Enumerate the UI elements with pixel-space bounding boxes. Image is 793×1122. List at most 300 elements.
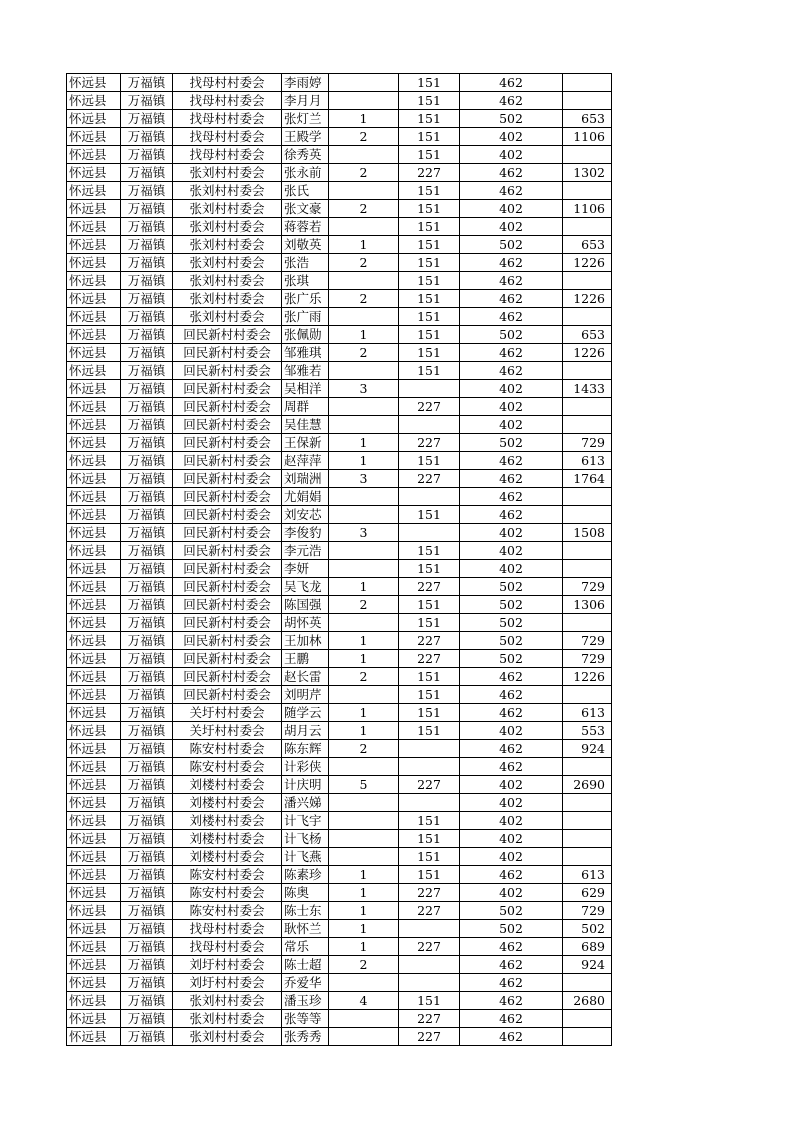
name-cell: 张永前 <box>282 164 329 182</box>
table-row <box>67 992 612 1010</box>
village-committee-cell: 回民新村村委会 <box>173 434 282 452</box>
total-cell <box>563 758 612 776</box>
town-cell: 万福镇 <box>121 218 173 236</box>
value-a-cell <box>399 758 460 776</box>
table-row <box>67 704 612 722</box>
village-committee-cell: 回民新村村委会 <box>173 452 282 470</box>
village-committee-cell: 张刘村村委会 <box>173 218 282 236</box>
count-cell: 2 <box>329 254 399 272</box>
town-cell: 万福镇 <box>121 830 173 848</box>
value-b-cell: 502 <box>460 326 563 344</box>
name-cell: 刘明芹 <box>282 686 329 704</box>
value-b-cell: 462 <box>460 866 563 884</box>
table-row <box>67 182 612 200</box>
village-committee-cell: 回民新村村委会 <box>173 524 282 542</box>
town-cell: 万福镇 <box>121 560 173 578</box>
count-cell: 2 <box>329 164 399 182</box>
village-committee-cell: 陈安村村委会 <box>173 740 282 758</box>
total-cell: 1106 <box>563 128 612 146</box>
village-committee-cell: 回民新村村委会 <box>173 596 282 614</box>
value-b-cell: 462 <box>460 182 563 200</box>
name-cell: 计飞燕 <box>282 848 329 866</box>
village-committee-cell: 关圩村村委会 <box>173 722 282 740</box>
village-committee-cell: 回民新村村委会 <box>173 686 282 704</box>
table-row <box>67 884 612 902</box>
town-cell: 万福镇 <box>121 542 173 560</box>
name-cell: 陈素珍 <box>282 866 329 884</box>
total-cell <box>563 848 612 866</box>
village-committee-cell: 回民新村村委会 <box>173 380 282 398</box>
value-b-cell: 462 <box>460 974 563 992</box>
value-a-cell <box>399 416 460 434</box>
county-cell: 怀远县 <box>67 272 121 290</box>
village-committee-cell: 回民新村村委会 <box>173 668 282 686</box>
count-cell <box>329 686 399 704</box>
count-cell: 2 <box>329 200 399 218</box>
village-committee-cell: 找母村村委会 <box>173 74 282 92</box>
value-b-cell: 402 <box>460 542 563 560</box>
value-a-cell <box>399 524 460 542</box>
village-committee-cell: 刘圩村村委会 <box>173 974 282 992</box>
count-cell: 1 <box>329 704 399 722</box>
total-cell: 729 <box>563 650 612 668</box>
count-cell <box>329 362 399 380</box>
town-cell: 万福镇 <box>121 74 173 92</box>
table-row <box>67 542 612 560</box>
town-cell: 万福镇 <box>121 398 173 416</box>
village-committee-cell: 张刘村村委会 <box>173 308 282 326</box>
town-cell: 万福镇 <box>121 578 173 596</box>
total-cell <box>563 794 612 812</box>
value-b-cell: 402 <box>460 200 563 218</box>
total-cell: 653 <box>563 326 612 344</box>
name-cell: 计飞杨 <box>282 830 329 848</box>
county-cell: 怀远县 <box>67 326 121 344</box>
county-cell: 怀远县 <box>67 560 121 578</box>
value-a-cell: 227 <box>399 776 460 794</box>
name-cell: 胡怀英 <box>282 614 329 632</box>
total-cell: 729 <box>563 632 612 650</box>
village-committee-cell: 关圩村村委会 <box>173 704 282 722</box>
count-cell <box>329 74 399 92</box>
table-row <box>67 524 612 542</box>
count-cell <box>329 830 399 848</box>
table-row <box>67 830 612 848</box>
name-cell: 张广雨 <box>282 308 329 326</box>
value-b-cell: 462 <box>460 272 563 290</box>
name-cell: 张秀秀 <box>282 1028 329 1046</box>
total-cell: 689 <box>563 938 612 956</box>
town-cell: 万福镇 <box>121 1010 173 1028</box>
count-cell <box>329 1010 399 1028</box>
count-cell: 1 <box>329 650 399 668</box>
name-cell: 陈士东 <box>282 902 329 920</box>
count-cell <box>329 542 399 560</box>
table-row <box>67 290 612 308</box>
village-committee-cell: 张刘村村委会 <box>173 236 282 254</box>
name-cell: 张佩勋 <box>282 326 329 344</box>
value-b-cell: 462 <box>460 1028 563 1046</box>
count-cell: 2 <box>329 344 399 362</box>
value-b-cell: 402 <box>460 560 563 578</box>
town-cell: 万福镇 <box>121 164 173 182</box>
village-committee-cell: 回民新村村委会 <box>173 488 282 506</box>
county-cell: 怀远县 <box>67 758 121 776</box>
village-committee-cell: 张刘村村委会 <box>173 164 282 182</box>
total-cell <box>563 218 612 236</box>
total-cell <box>563 614 612 632</box>
county-cell: 怀远县 <box>67 344 121 362</box>
town-cell: 万福镇 <box>121 128 173 146</box>
town-cell: 万福镇 <box>121 524 173 542</box>
total-cell <box>563 506 612 524</box>
value-a-cell: 151 <box>399 272 460 290</box>
table-row <box>67 254 612 272</box>
table-row <box>67 740 612 758</box>
value-a-cell: 227 <box>399 164 460 182</box>
table-row <box>67 650 612 668</box>
county-cell: 怀远县 <box>67 776 121 794</box>
town-cell: 万福镇 <box>121 506 173 524</box>
town-cell: 万福镇 <box>121 416 173 434</box>
table-row <box>67 128 612 146</box>
name-cell: 赵萍萍 <box>282 452 329 470</box>
count-cell: 5 <box>329 776 399 794</box>
value-b-cell: 462 <box>460 290 563 308</box>
value-b-cell: 462 <box>460 668 563 686</box>
value-b-cell: 462 <box>460 956 563 974</box>
town-cell: 万福镇 <box>121 866 173 884</box>
county-cell: 怀远县 <box>67 362 121 380</box>
village-committee-cell: 张刘村村委会 <box>173 290 282 308</box>
village-committee-cell: 回民新村村委会 <box>173 578 282 596</box>
count-cell: 2 <box>329 668 399 686</box>
town-cell: 万福镇 <box>121 290 173 308</box>
county-cell: 怀远县 <box>67 506 121 524</box>
count-cell: 2 <box>329 740 399 758</box>
town-cell: 万福镇 <box>121 146 173 164</box>
county-cell: 怀远县 <box>67 74 121 92</box>
total-cell: 729 <box>563 434 612 452</box>
count-cell <box>329 794 399 812</box>
village-committee-cell: 刘楼村村委会 <box>173 776 282 794</box>
table-row <box>67 938 612 956</box>
county-cell: 怀远县 <box>67 578 121 596</box>
count-cell: 1 <box>329 452 399 470</box>
value-b-cell: 462 <box>460 92 563 110</box>
value-a-cell: 151 <box>399 992 460 1010</box>
village-committee-cell: 找母村村委会 <box>173 146 282 164</box>
town-cell: 万福镇 <box>121 758 173 776</box>
count-cell: 4 <box>329 992 399 1010</box>
county-cell: 怀远县 <box>67 1010 121 1028</box>
village-committee-cell: 刘楼村村委会 <box>173 794 282 812</box>
table-row <box>67 812 612 830</box>
value-b-cell: 462 <box>460 164 563 182</box>
table-row <box>67 470 612 488</box>
county-cell: 怀远县 <box>67 290 121 308</box>
value-b-cell: 402 <box>460 380 563 398</box>
value-a-cell <box>399 794 460 812</box>
county-cell: 怀远县 <box>67 254 121 272</box>
count-cell: 3 <box>329 380 399 398</box>
value-a-cell: 151 <box>399 704 460 722</box>
village-committee-cell: 回民新村村委会 <box>173 506 282 524</box>
value-b-cell: 402 <box>460 146 563 164</box>
name-cell: 刘瑞洲 <box>282 470 329 488</box>
table-row <box>67 794 612 812</box>
value-b-cell: 462 <box>460 470 563 488</box>
county-cell: 怀远县 <box>67 128 121 146</box>
table-row <box>67 326 612 344</box>
count-cell <box>329 488 399 506</box>
name-cell: 张灯兰 <box>282 110 329 128</box>
value-a-cell: 227 <box>399 884 460 902</box>
total-cell <box>563 92 612 110</box>
count-cell: 1 <box>329 434 399 452</box>
value-b-cell: 402 <box>460 830 563 848</box>
table-row <box>67 344 612 362</box>
value-a-cell: 151 <box>399 254 460 272</box>
total-cell <box>563 308 612 326</box>
table-row <box>67 578 612 596</box>
county-cell: 怀远县 <box>67 434 121 452</box>
value-b-cell: 502 <box>460 632 563 650</box>
total-cell <box>563 542 612 560</box>
total-cell: 613 <box>563 452 612 470</box>
value-b-cell: 402 <box>460 398 563 416</box>
village-committee-cell: 张刘村村委会 <box>173 992 282 1010</box>
village-committee-cell: 陈安村村委会 <box>173 884 282 902</box>
value-a-cell: 227 <box>399 578 460 596</box>
total-cell: 729 <box>563 902 612 920</box>
value-b-cell: 462 <box>460 740 563 758</box>
village-committee-cell: 找母村村委会 <box>173 110 282 128</box>
value-a-cell: 151 <box>399 182 460 200</box>
total-cell <box>563 1010 612 1028</box>
table-row <box>67 272 612 290</box>
value-a-cell: 151 <box>399 344 460 362</box>
value-b-cell: 402 <box>460 218 563 236</box>
village-committee-cell: 回民新村村委会 <box>173 326 282 344</box>
value-b-cell: 462 <box>460 506 563 524</box>
total-cell: 1226 <box>563 290 612 308</box>
town-cell: 万福镇 <box>121 110 173 128</box>
town-cell: 万福镇 <box>121 956 173 974</box>
village-committee-cell: 张刘村村委会 <box>173 1010 282 1028</box>
value-b-cell: 402 <box>460 722 563 740</box>
town-cell: 万福镇 <box>121 92 173 110</box>
county-cell: 怀远县 <box>67 974 121 992</box>
table-row <box>67 1010 612 1028</box>
total-cell: 1226 <box>563 254 612 272</box>
count-cell: 1 <box>329 326 399 344</box>
table-row <box>67 776 612 794</box>
total-cell: 613 <box>563 704 612 722</box>
town-cell: 万福镇 <box>121 776 173 794</box>
village-committee-cell: 刘楼村村委会 <box>173 830 282 848</box>
village-committee-cell: 回民新村村委会 <box>173 632 282 650</box>
value-a-cell <box>399 920 460 938</box>
town-cell: 万福镇 <box>121 884 173 902</box>
table-row <box>67 416 612 434</box>
village-committee-cell: 张刘村村委会 <box>173 200 282 218</box>
name-cell: 尤娟娟 <box>282 488 329 506</box>
value-a-cell: 151 <box>399 614 460 632</box>
total-cell: 613 <box>563 866 612 884</box>
value-b-cell: 502 <box>460 110 563 128</box>
value-b-cell: 502 <box>460 578 563 596</box>
value-a-cell: 151 <box>399 560 460 578</box>
county-cell: 怀远县 <box>67 200 121 218</box>
value-b-cell: 462 <box>460 758 563 776</box>
value-a-cell: 151 <box>399 326 460 344</box>
table-row <box>67 902 612 920</box>
name-cell: 李月月 <box>282 92 329 110</box>
town-cell: 万福镇 <box>121 434 173 452</box>
village-committee-cell: 回民新村村委会 <box>173 416 282 434</box>
table-row <box>67 668 612 686</box>
value-a-cell <box>399 380 460 398</box>
total-cell <box>563 1028 612 1046</box>
value-a-cell: 151 <box>399 596 460 614</box>
value-a-cell: 227 <box>399 902 460 920</box>
value-b-cell: 462 <box>460 362 563 380</box>
name-cell: 李俊豹 <box>282 524 329 542</box>
county-cell: 怀远县 <box>67 164 121 182</box>
count-cell <box>329 974 399 992</box>
county-cell: 怀远县 <box>67 308 121 326</box>
total-cell <box>563 362 612 380</box>
count-cell <box>329 218 399 236</box>
total-cell: 1106 <box>563 200 612 218</box>
county-cell: 怀远县 <box>67 452 121 470</box>
county-cell: 怀远县 <box>67 1028 121 1046</box>
value-a-cell: 151 <box>399 722 460 740</box>
value-b-cell: 502 <box>460 434 563 452</box>
county-cell: 怀远县 <box>67 686 121 704</box>
village-committee-cell: 回民新村村委会 <box>173 560 282 578</box>
value-b-cell: 402 <box>460 128 563 146</box>
value-a-cell <box>399 956 460 974</box>
total-cell <box>563 416 612 434</box>
total-cell: 553 <box>563 722 612 740</box>
town-cell: 万福镇 <box>121 650 173 668</box>
value-b-cell: 502 <box>460 920 563 938</box>
count-cell: 2 <box>329 956 399 974</box>
village-committee-cell: 陈安村村委会 <box>173 902 282 920</box>
table-row <box>67 362 612 380</box>
county-cell: 怀远县 <box>67 722 121 740</box>
value-a-cell: 151 <box>399 128 460 146</box>
county-cell: 怀远县 <box>67 956 121 974</box>
value-a-cell: 227 <box>399 1010 460 1028</box>
name-cell: 计庆明 <box>282 776 329 794</box>
value-b-cell: 462 <box>460 704 563 722</box>
town-cell: 万福镇 <box>121 920 173 938</box>
value-b-cell: 462 <box>460 488 563 506</box>
table-row <box>67 848 612 866</box>
value-b-cell: 402 <box>460 524 563 542</box>
name-cell: 潘玉珍 <box>282 992 329 1010</box>
county-cell: 怀远县 <box>67 398 121 416</box>
name-cell: 王殿学 <box>282 128 329 146</box>
table-row <box>67 722 612 740</box>
value-a-cell: 151 <box>399 92 460 110</box>
value-a-cell: 151 <box>399 452 460 470</box>
total-cell: 502 <box>563 920 612 938</box>
value-a-cell: 227 <box>399 1028 460 1046</box>
town-cell: 万福镇 <box>121 1028 173 1046</box>
name-cell: 耿怀兰 <box>282 920 329 938</box>
village-committee-cell: 张刘村村委会 <box>173 272 282 290</box>
village-committee-cell: 回民新村村委会 <box>173 650 282 668</box>
total-cell: 1226 <box>563 668 612 686</box>
town-cell: 万福镇 <box>121 902 173 920</box>
town-cell: 万福镇 <box>121 272 173 290</box>
total-cell <box>563 830 612 848</box>
table-row <box>67 164 612 182</box>
county-cell: 怀远县 <box>67 524 121 542</box>
name-cell: 李妍 <box>282 560 329 578</box>
total-cell: 629 <box>563 884 612 902</box>
total-cell: 1226 <box>563 344 612 362</box>
name-cell: 胡月云 <box>282 722 329 740</box>
town-cell: 万福镇 <box>121 308 173 326</box>
name-cell: 王鹏 <box>282 650 329 668</box>
town-cell: 万福镇 <box>121 344 173 362</box>
count-cell: 1 <box>329 902 399 920</box>
table-row <box>67 686 612 704</box>
count-cell <box>329 848 399 866</box>
value-b-cell: 402 <box>460 848 563 866</box>
town-cell: 万福镇 <box>121 668 173 686</box>
county-cell: 怀远县 <box>67 236 121 254</box>
count-cell: 1 <box>329 236 399 254</box>
value-a-cell: 227 <box>399 938 460 956</box>
table-row <box>67 434 612 452</box>
count-cell: 1 <box>329 722 399 740</box>
town-cell: 万福镇 <box>121 848 173 866</box>
town-cell: 万福镇 <box>121 488 173 506</box>
count-cell <box>329 398 399 416</box>
village-committee-cell: 找母村村委会 <box>173 920 282 938</box>
county-cell: 怀远县 <box>67 632 121 650</box>
village-committee-cell: 找母村村委会 <box>173 938 282 956</box>
count-cell <box>329 308 399 326</box>
table-row <box>67 110 612 128</box>
value-a-cell <box>399 740 460 758</box>
count-cell <box>329 758 399 776</box>
town-cell: 万福镇 <box>121 938 173 956</box>
table-row <box>67 200 612 218</box>
value-b-cell: 402 <box>460 794 563 812</box>
total-cell: 1433 <box>563 380 612 398</box>
table-row <box>67 920 612 938</box>
county-cell: 怀远县 <box>67 704 121 722</box>
count-cell: 1 <box>329 938 399 956</box>
total-cell: 2690 <box>563 776 612 794</box>
village-committee-cell: 刘楼村村委会 <box>173 812 282 830</box>
count-cell: 1 <box>329 110 399 128</box>
count-cell: 1 <box>329 884 399 902</box>
value-b-cell: 462 <box>460 254 563 272</box>
value-a-cell: 227 <box>399 434 460 452</box>
table-row <box>67 1028 612 1046</box>
total-cell: 2680 <box>563 992 612 1010</box>
name-cell: 张琪 <box>282 272 329 290</box>
county-cell: 怀远县 <box>67 920 121 938</box>
